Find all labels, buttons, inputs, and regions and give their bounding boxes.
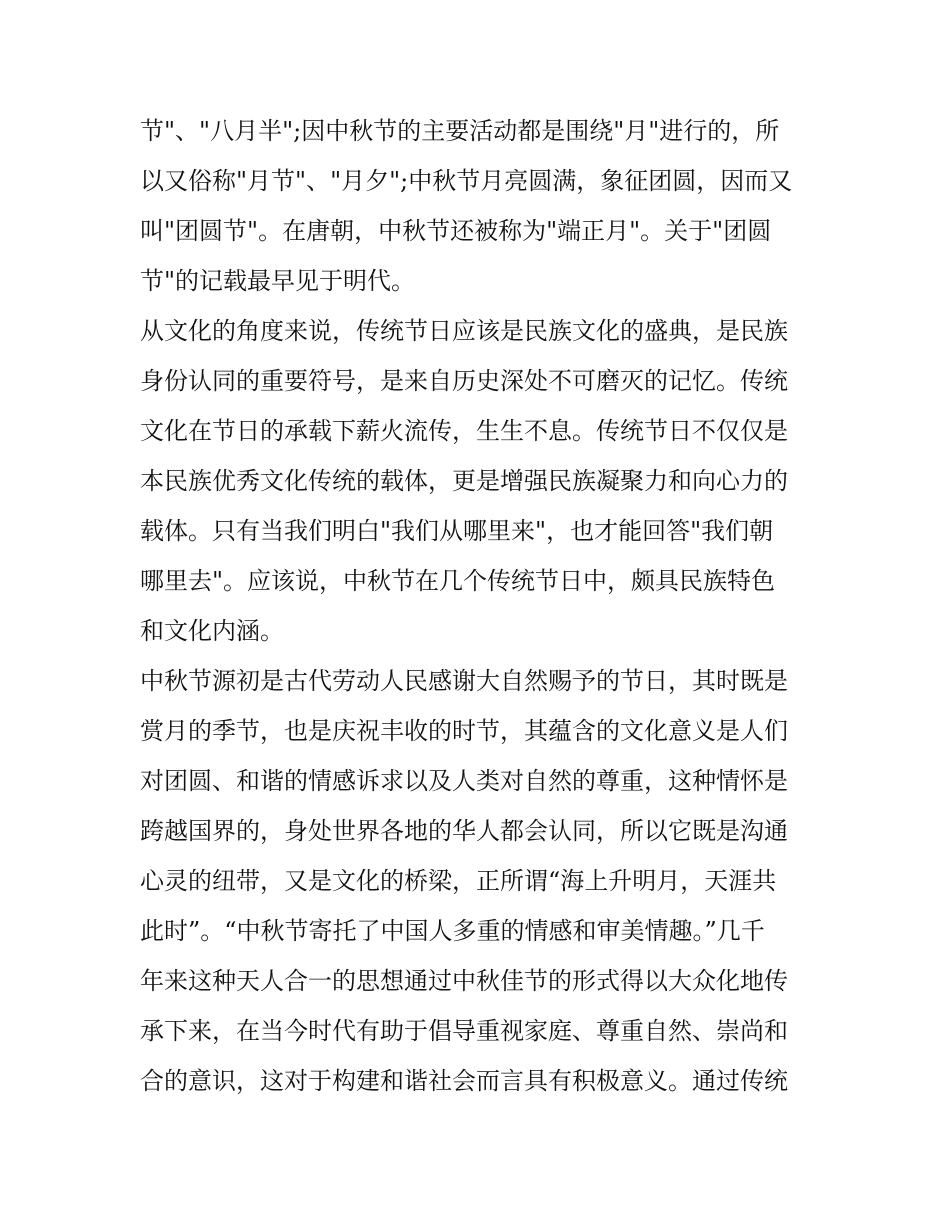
text-line: 本民族优秀文化传统的载体，更是增强民族凝聚力和向心力的 bbox=[140, 467, 788, 495]
body-text bbox=[140, 106, 820, 1106]
text-line: 中秋节源初是古代劳动人民感谢大自然赐予的节日，其时既是 bbox=[140, 667, 788, 695]
text-line: 身份认同的重要符号，是来自历史深处不可磨灭的记忆。传统 bbox=[140, 367, 788, 395]
text-line: 叫"团圆节"。在唐朝，中秋节还被称为"端正月"。关于"团圆 bbox=[140, 217, 772, 245]
text-line: 合的意识，这对于构建和谐社会而言具有积极意义。通过传统 bbox=[140, 1067, 788, 1095]
text-line: 跨越国界的，身处世界各地的华人都会认同，所以它既是沟通 bbox=[140, 817, 788, 845]
text-line: 文化在节日的承载下薪火流传，生生不息。传统节日不仅仅是 bbox=[140, 417, 788, 445]
text-line: 心灵的纽带，又是文化的桥梁，正所谓“海上升明月，天涯共 bbox=[140, 867, 777, 895]
text-line: 哪里去"。应该说，中秋节在几个传统节日中，颇具民族特色 bbox=[140, 567, 776, 595]
text-line: 赏月的季节，也是庆祝丰收的时节，其蕴含的文化意义是人们 bbox=[140, 717, 788, 745]
text-line: 节"、"八月半";因中秋节的主要活动都是围绕"月"进行的，所 bbox=[140, 117, 780, 145]
text-line: 此时”。“中秋节寄托了中国人多重的情感和审美情趣。”几千 bbox=[140, 917, 765, 945]
text-line: 和文化内涵。 bbox=[140, 617, 284, 645]
text-line: 节"的记载最早见于明代。 bbox=[140, 267, 416, 295]
text-line: 以又俗称"月节"、"月夕";中秋节月亮圆满，象征团圆，因而又 bbox=[140, 167, 793, 195]
text-line: 载体。只有当我们明白"我们从哪里来"，也才能回答"我们朝 bbox=[140, 517, 774, 545]
text-line: 承下来，在当今时代有助于倡导重视家庭、尊重自然、崇尚和 bbox=[140, 1017, 788, 1045]
text-line: 从文化的角度来说，传统节日应该是民族文化的盛典，是民族 bbox=[140, 317, 788, 345]
text-line: 年来这种天人合一的思想通过中秋佳节的形式得以大众化地传 bbox=[140, 967, 788, 995]
text-line: 对团圆、和谐的情感诉求以及人类对自然的尊重，这种情怀是 bbox=[140, 767, 788, 795]
